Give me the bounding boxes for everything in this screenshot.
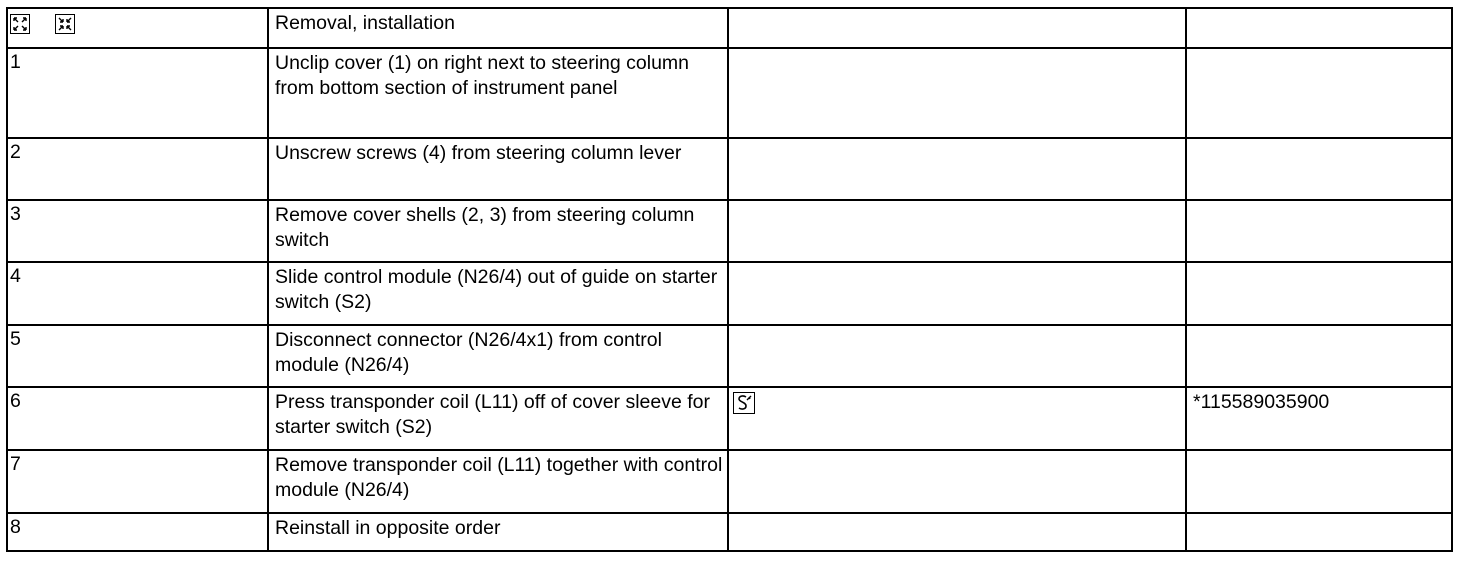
step-part-number: [1186, 138, 1452, 200]
step-part-number: *115589035900: [1186, 387, 1452, 450]
header-icons-cell: [7, 8, 268, 48]
step-part-number: [1186, 450, 1452, 513]
step-number: 7: [7, 450, 268, 513]
step-part-number: [1186, 200, 1452, 262]
table-row: [7, 48, 1452, 138]
step-tool: [728, 325, 1186, 387]
header-row: [7, 8, 1452, 48]
header-tool-cell: [728, 8, 1186, 48]
step-part-number: [1186, 513, 1452, 551]
table-row: [7, 262, 1452, 325]
table-row: [7, 138, 1452, 200]
table-row: [7, 450, 1452, 513]
step-tool: [728, 138, 1186, 200]
table-row: [7, 387, 1452, 450]
step-description: Remove transponder coil (L11) together with control module (N26/4): [268, 450, 728, 513]
header-part-cell: [1186, 8, 1452, 48]
step-part-number: [1186, 48, 1452, 138]
step-number: 8: [7, 513, 268, 551]
step-number: 2: [7, 138, 268, 200]
step-description: Slide control module (N26/4) out of guide on starter switch (S2): [268, 262, 728, 325]
step-number: 1: [7, 48, 268, 138]
table-row: [7, 513, 1452, 551]
step-tool: [728, 262, 1186, 325]
section-title: Removal, installation: [268, 8, 728, 48]
table-row: [7, 200, 1452, 262]
step-number: 5: [7, 325, 268, 387]
step-part-number: [1186, 325, 1452, 387]
step-tool: [728, 450, 1186, 513]
step-number: 6: [7, 387, 268, 450]
step-description: Disconnect connector (N26/4x1) from control module (N26/4): [268, 325, 728, 387]
step-tool: [728, 48, 1186, 138]
step-description: Reinstall in opposite order: [268, 513, 728, 551]
special-tool-icon[interactable]: [733, 392, 755, 414]
step-tool: [728, 200, 1186, 262]
expand-all-icon[interactable]: [10, 14, 30, 34]
collapse-all-icon[interactable]: [55, 14, 75, 34]
step-description: Press transponder coil (L11) off of cover sleeve for starter switch (S2): [268, 387, 728, 450]
table-row: [7, 325, 1452, 387]
step-description: Unscrew screws (4) from steering column lever: [268, 138, 728, 200]
procedure-table: [6, 7, 1453, 552]
step-description: Unclip cover (1) on right next to steering column from bottom section of instrument panel: [268, 48, 728, 138]
step-number: 4: [7, 262, 268, 325]
step-number: 3: [7, 200, 268, 262]
step-tool: [728, 513, 1186, 551]
step-part-number: [1186, 262, 1452, 325]
step-description: Remove cover shells (2, 3) from steering column switch: [268, 200, 728, 262]
step-tool: [728, 387, 1186, 450]
